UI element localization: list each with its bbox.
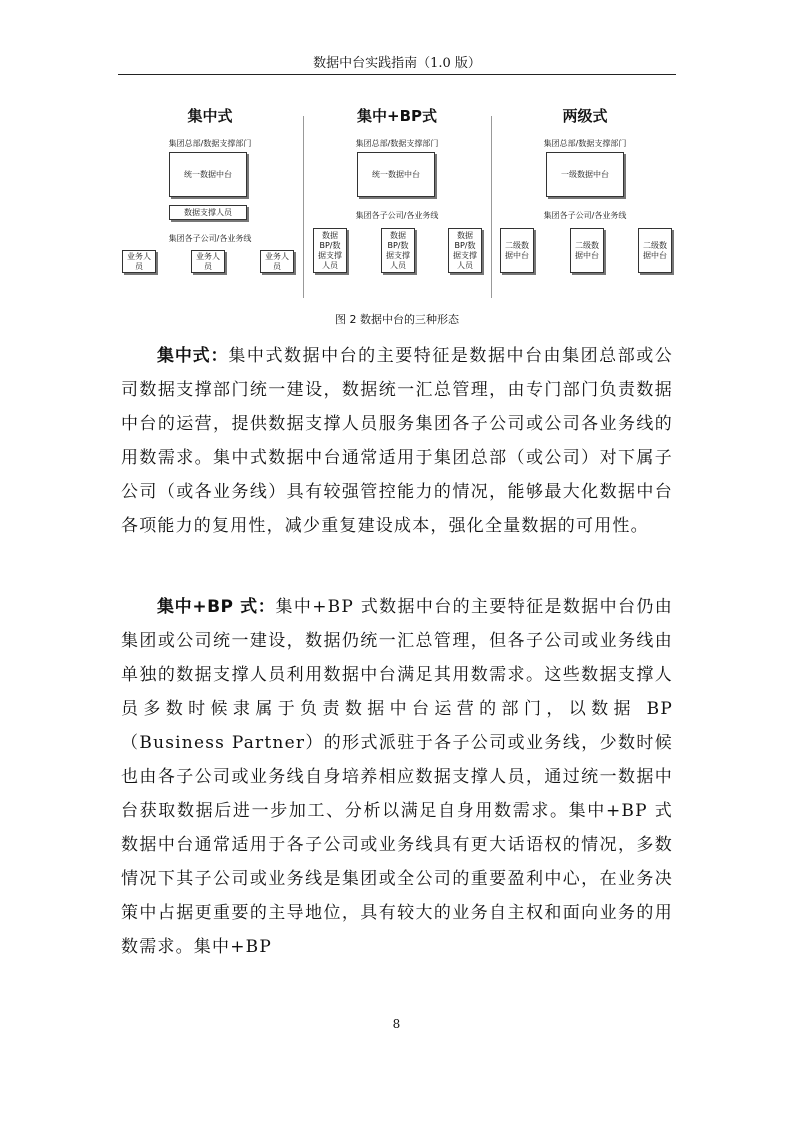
header-rule <box>118 74 676 75</box>
centralized-dept-label: 集团总部/数据支撑部门 <box>168 139 252 148</box>
header-title: 数据中台实践指南（1.0 版） <box>313 56 481 71</box>
bp-staff-box: 数据BP/数据支撑人员 <box>381 228 415 273</box>
business-staff-box: 业务人员 <box>191 250 225 273</box>
centralized-title: 集中式 <box>187 107 233 125</box>
figure-caption: 图 2 数据中台的三种形态 <box>335 313 459 326</box>
centralized-bp-subs-label: 集团各子公司/各业务线 <box>355 211 439 220</box>
secondary-platform-box: 二级数据中台 <box>570 228 604 273</box>
page-number: 8 <box>392 1017 401 1031</box>
business-staff-box: 业务人员 <box>122 250 156 273</box>
paragraph-lead: 集中式： <box>157 346 229 366</box>
paragraph-text: 集中+BP 式数据中台的主要特征是数据中台仍由集团或公司统一建设，数据仍统一汇总管理，但各子公司或业务线由单独的数据支撑人员利用数据中台满足其用数需求。这些数据支撑人员多数时候隶属于负责数据中台运营的部门，以数据 BP（Business Partner）的形式派驻于各子公司或业务线，少数时候也由各子公司或业务线自身培养相应数据支撑人员，通过统一数据中台获取数据后进一步加工、分析以满足自身用数需求。集中+BP 式数据中台通常适用于各子公司或业务线具有更大话语权的情况，多数情况下其子公司或业务线是集团或全公司的重要盈利中心，在业务决策中占据更重要的主导地位，具有较大的业务自主权和面向业务的用数需求。集中+BP <box>121 597 673 957</box>
paragraph-lead: 集中+BP 式： <box>157 597 276 617</box>
two-level-title: 两级式 <box>562 107 608 125</box>
centralized-bp-dept-label: 集团总部/数据支撑部门 <box>355 139 439 148</box>
paragraph-centralized-bp <box>121 590 673 964</box>
bp-staff-box: 数据BP/数据支撑人员 <box>313 228 347 273</box>
two-level-subs-label: 集团各子公司/各业务线 <box>543 211 627 220</box>
paragraph-text: 集中式数据中台的主要特征是数据中台由集团总部或公司数据支撑部门统一建设，数据统一汇总管理，由专门部门负责数据中台的运营，提供数据支撑人员服务集团各子公司或公司各业务线的用数需求。集中式数据中台通常适用于集团总部（或公司）对下属子公司（或各业务线）具有较强管控能力的情况，能够最大化数据中台各项能力的复用性，减少重复建设成本，强化全量数据的可用性。 <box>121 346 674 536</box>
primary-platform-box: 一级数据中台 <box>546 152 624 197</box>
business-staff-box: 业务人员 <box>260 250 294 273</box>
centralized-bp-platform-box: 统一数据中台 <box>357 152 435 197</box>
bp-staff-box: 数据BP/数据支撑人员 <box>448 228 482 273</box>
centralized-bp-title: 集中+BP式 <box>357 107 437 125</box>
two-level-dept-label: 集团总部/数据支撑部门 <box>543 139 627 148</box>
centralized-subs-label: 集团各子公司/各业务线 <box>168 234 252 243</box>
column-divider <box>491 116 492 298</box>
secondary-platform-box: 二级数据中台 <box>638 228 672 273</box>
centralized-platform-box: 统一数据中台 <box>169 152 247 197</box>
secondary-platform-box: 二级数据中台 <box>500 228 534 273</box>
paragraph-centralized <box>121 339 673 543</box>
centralized-staff-box: 数据支撑人员 <box>169 205 247 220</box>
column-divider <box>303 116 304 298</box>
